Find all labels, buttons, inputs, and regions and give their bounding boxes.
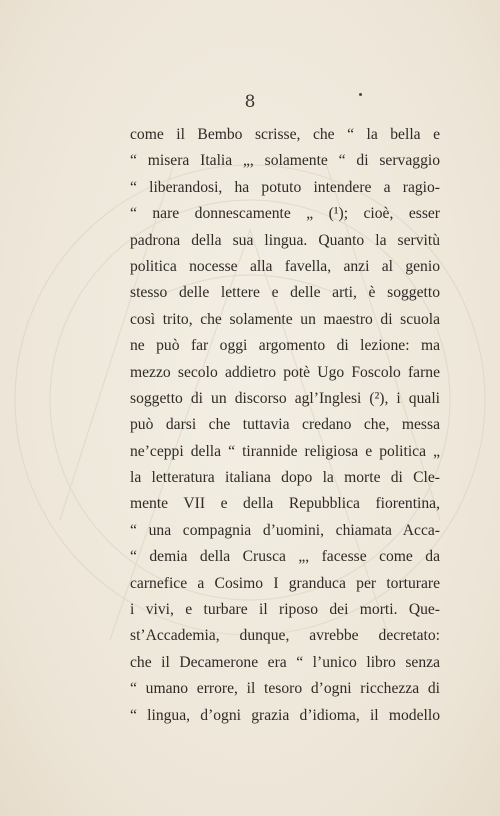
text-line: così trito, che solamente un maestro di scuola	[130, 310, 440, 328]
text-line: “ lingua, d’ogni grazia d’idioma, il modello	[130, 706, 440, 724]
text-line: mente VII e della Repubblica fiorentina,	[130, 495, 440, 513]
text-line: padrona della sua lingua. Quanto la servitù	[130, 231, 440, 249]
text-line: ne può far oggi argomento di lezione: ma	[130, 337, 440, 355]
text-line: “ una compagnia d’uomini, chiamata Acca-	[130, 521, 440, 539]
body-text	[130, 122, 440, 729]
text-line: “ umano errore, il tesoro d’ogni ricchezza di	[130, 680, 440, 698]
text-line: soggetto di un discorso agl’Inglesi (²), i quali	[130, 389, 440, 407]
text-line: la letteratura italiana dopo la morte di Cle-	[130, 469, 440, 487]
ink-speck	[359, 93, 362, 96]
page-number: 8	[244, 92, 256, 112]
text-line: può darsi che tuttavia credano che, messa	[130, 416, 440, 434]
text-line: stesso delle lettere e delle arti, è soggetto	[130, 284, 440, 302]
text-line: “ liberandosi, ha potuto intendere a ragio-	[130, 178, 440, 196]
text-line: st’Accademia, dunque, avrebbe decretato:	[130, 627, 440, 645]
text-line: politica nocesse alla favella, anzi al genio	[130, 257, 440, 275]
text-line: “ misera Italia „, solamente “ di servaggio	[130, 152, 440, 170]
text-line: “ nare donnescamente „ (¹); cioè, esser	[130, 205, 440, 223]
text-line: i vivi, e turbare il riposo dei morti. Que-	[130, 601, 440, 619]
text-line: ne’ceppi della “ tirannide religiosa e politica „	[130, 442, 440, 460]
text-line: carnefice a Cosimo I granduca per torturare	[130, 574, 440, 592]
text-line: che il Decamerone era “ l’unico libro senza	[130, 653, 440, 671]
text-line: mezzo secolo addietro potè Ugo Foscolo farne	[130, 363, 440, 381]
text-line: “ demia della Crusca „, facesse come da	[130, 548, 440, 566]
text-line: come il Bembo scrisse, che “ la bella e	[130, 126, 440, 143]
